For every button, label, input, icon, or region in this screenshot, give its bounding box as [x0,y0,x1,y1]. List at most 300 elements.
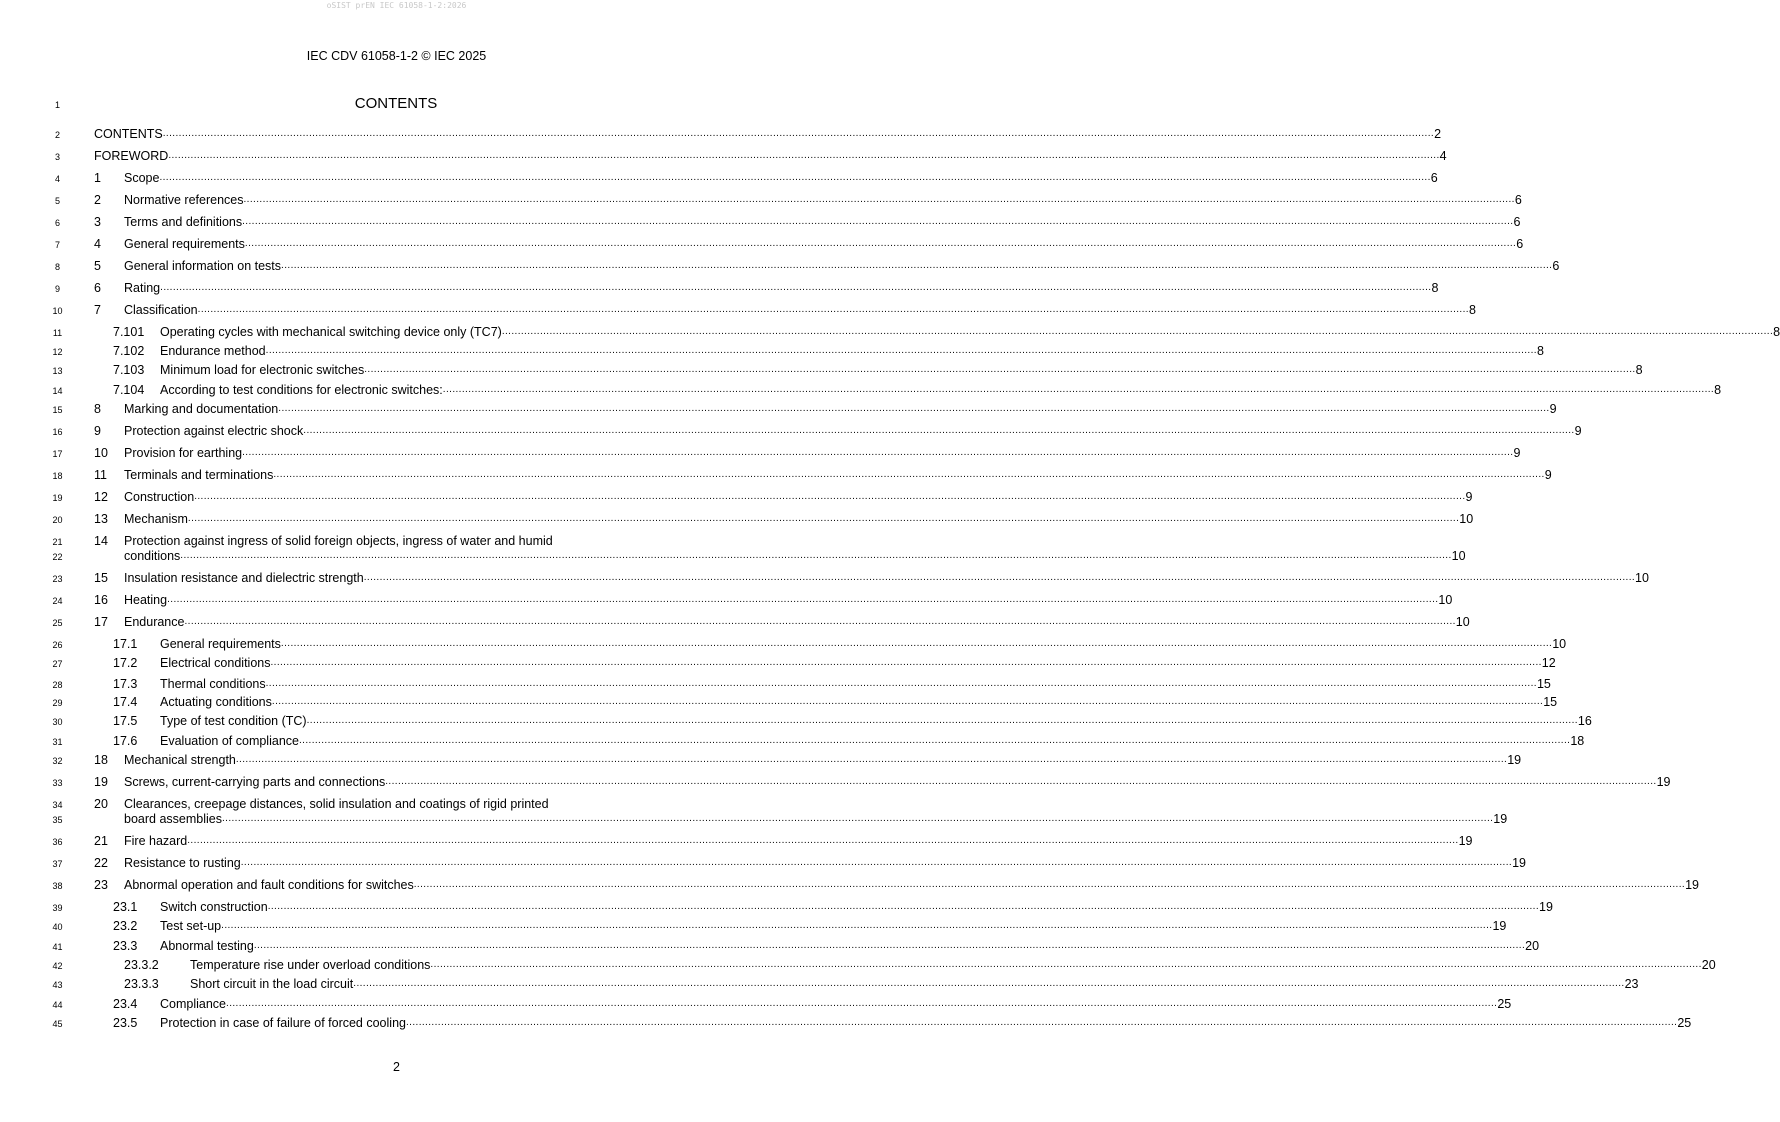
toc-entry-number: 23 [94,878,108,892]
dot-leader: ................................................................................................................................................................................................................................................................................................................................................................................................................ [267,901,1540,912]
toc-entry-page: 19 [1656,775,1671,789]
toc-entry-title-text: Rating [124,281,161,295]
dot-leader: ................................................................................................................................................................................................................................................................................................................................................................................................................ [270,657,1542,668]
toc-entry-title-text: Fire hazard [124,834,188,848]
toc-entry[interactable] [0,796,1508,828]
line-number: 36 [52,837,63,847]
line-number: 32 [52,756,63,766]
toc-entry-title [124,511,1474,527]
toc-entry-page: 6 [1516,237,1524,251]
dot-leader: ................................................................................................................................................................................................................................................................................................................................................................................................................ [303,425,1575,436]
toc-entry-number: 10 [94,446,108,460]
toc-entry-page: 6 [1513,215,1521,229]
toc-entry-title-text: According to test conditions for electronic switches: [160,383,443,397]
toc-entry[interactable] [0,996,1512,1012]
page-number: 2 [393,1060,400,1074]
toc-entry-page: 19 [1493,812,1508,826]
toc-entry-number: 6 [94,281,101,295]
toc-entry-number: 21 [94,834,108,848]
line-number: 4 [54,174,60,184]
toc-entry[interactable] [0,938,1540,954]
toc-entry-title [124,401,1557,417]
toc-entry-title [124,489,1473,505]
toc-entry-page: 6 [1514,193,1522,207]
dot-leader: ................................................................................................................................................................................................................................................................................................................................................................................................................ [226,998,1498,1009]
line-number: 40 [52,922,63,932]
toc-entry-page: 25 [1497,997,1512,1011]
toc-entry-number: 7.102 [113,344,145,358]
toc-entry-title [160,324,1780,340]
toc-entry-title [160,362,1643,378]
toc-entry-number: 7.103 [113,363,145,377]
toc-entry-number: 15 [94,571,108,585]
line-number: 25 [52,618,63,628]
dot-leader: ................................................................................................................................................................................................................................................................................................................................................................................................................ [180,550,1452,561]
toc-entry-title-text: Test set-up [160,919,222,933]
toc-entry-title [124,877,1699,893]
line-number: 1 [54,100,60,110]
toc-entry-title-text: Resistance to rusting [124,856,241,870]
toc-entry-title [124,752,1522,768]
dot-leader: ................................................................................................................................................................................................................................................................................................................................................................................................................ [298,735,1571,746]
toc-entry-title [160,733,1585,749]
toc-entry[interactable] [0,733,1585,749]
toc-entry-title-text: Minimum load for electronic switches [160,363,365,377]
toc-entry-title [124,592,1453,608]
line-number: 33 [52,778,63,788]
dot-leader: ................................................................................................................................................................................................................................................................................................................................................................................................................ [168,150,1440,161]
toc-entry-title-text: Endurance method [160,344,266,358]
dot-leader: ................................................................................................................................................................................................................................................................................................................................................................................................................ [187,835,1459,846]
toc-entry-title-text: Endurance [124,615,185,629]
toc-entry-title [124,811,1508,827]
toc-entry-title [160,676,1551,692]
toc-entry[interactable] [0,713,1592,729]
line-number: 21 [52,537,63,547]
toc-entry-title-text: Compliance [160,997,227,1011]
toc-entry[interactable] [0,382,1722,398]
toc-entry-number: 1 [94,171,101,185]
line-number: 8 [54,262,60,272]
toc-entry-page: 20 [1701,958,1716,972]
toc-entry-title-text: Short circuit in the load circuit [190,977,354,991]
toc-entry-page: 8 [1468,303,1476,317]
line-number: 5 [54,196,60,206]
dot-leader: ................................................................................................................................................................................................................................................................................................................................................................................................................ [244,238,1517,249]
toc-entry-title [94,126,1442,142]
toc-entry[interactable] [0,126,1442,142]
toc-entry-page: 19 [1512,856,1526,870]
toc-entry[interactable] [0,655,1556,671]
toc-entry-title-text: Heating [124,593,168,607]
toc-entry-title [94,148,1447,164]
toc-entry[interactable] [0,192,1522,208]
dot-leader: ................................................................................................................................................................................................................................................................................................................................................................................................................ [413,879,1686,890]
toc-entry-page: 15 [1536,677,1551,691]
line-number: 37 [52,859,63,869]
toc-entry-number: 23.3.2 [124,958,159,972]
toc-entry-title-text: Insulation resistance and dielectric strength [124,571,364,585]
line-number: 15 [52,405,63,415]
toc-entry[interactable] [0,899,1553,915]
dot-leader: ................................................................................................................................................................................................................................................................................................................................................................................................................ [271,696,1544,707]
toc-entry-title-text: Type of test condition (TC) [160,714,307,728]
toc-entry[interactable] [0,511,1474,527]
toc-entry[interactable] [0,148,1447,164]
toc-entry-page: 19 [1539,900,1553,914]
toc-entry[interactable] [0,976,1639,992]
toc-entry-number: 23.1 [113,900,138,914]
toc-entry-page: 10 [1635,571,1649,585]
toc-entry[interactable] [0,280,1439,296]
toc-entry-number: 23.3.3 [124,977,159,991]
toc-entry-title [124,258,1560,274]
toc-entry-number: 4 [94,237,101,251]
toc-entry-page: 19 [1492,919,1507,933]
toc-entry-number: 7.101 [113,325,145,339]
toc-entry-title-text: Protection in case of failure of forced cooling [160,1016,406,1030]
dot-leader: ................................................................................................................................................................................................................................................................................................................................................................................................................ [242,216,1514,227]
dot-leader: ................................................................................................................................................................................................................................................................................................................................................................................................................ [253,940,1526,951]
line-number: 10 [52,306,63,316]
toc-entry-title-text: General requirements [160,637,281,651]
toc-entry-number: 7 [94,303,101,317]
line-number: 34 [52,800,63,810]
toc-entry-number: 13 [94,512,108,526]
toc-entry-title-text: FOREWORD [94,149,169,163]
toc-entry-number: 18 [94,753,108,767]
toc-entry-title [160,713,1592,729]
toc-entry[interactable] [0,302,1476,318]
toc-entry[interactable] [0,592,1453,608]
toc-entry-title-text: board assemblies [124,812,222,826]
toc-entry-title-text: Terminals and terminations [124,468,274,482]
toc-entry-title [124,774,1671,790]
toc-entry-page: 6 [1430,171,1438,185]
toc-entry-number: 2 [94,193,101,207]
toc-entry-title [124,280,1439,296]
toc-entry-title-text: Mechanism [124,512,188,526]
toc-entry[interactable] [0,489,1473,505]
line-number: 27 [52,659,63,669]
toc-entry-title [124,445,1521,461]
toc-entry-page: 23 [1624,977,1639,991]
toc-entry-page: 12 [1541,656,1556,670]
toc-entry-number: 17.1 [113,637,138,651]
toc-entry-title [124,192,1522,208]
dot-leader: ................................................................................................................................................................................................................................................................................................................................................................................................................ [278,403,1550,414]
dot-leader: ................................................................................................................................................................................................................................................................................................................................................................................................................ [405,1017,1678,1028]
toc-entry-title [124,833,1473,849]
dot-leader: ................................................................................................................................................................................................................................................................................................................................................................................................................ [221,813,1494,824]
toc-entry-number: 3 [94,215,101,229]
toc-entry[interactable] [0,1015,1692,1031]
dot-leader: ................................................................................................................................................................................................................................................................................................................................................................................................................ [353,978,1625,989]
toc-entry-title-text: Provision for earthing [124,446,243,460]
toc-entry-page: 8 [1536,344,1544,358]
dot-leader: ................................................................................................................................................................................................................................................................................................................................................................................................................ [184,616,1456,627]
toc-entry[interactable] [0,957,1716,973]
line-number: 7 [54,240,60,250]
toc-entry-title-text: CONTENTS [94,127,163,141]
line-number: 12 [52,347,63,357]
toc-entry-title-text: General requirements [124,237,245,251]
toc-entry[interactable] [0,467,1552,483]
toc-entry-title-text: Screws, current-carrying parts and connections [124,775,386,789]
line-number: 42 [52,961,63,971]
toc-entry-page: 6 [1552,259,1560,273]
toc-entry-number: 8 [94,402,101,416]
dot-leader: ................................................................................................................................................................................................................................................................................................................................................................................................................ [160,282,1432,293]
toc-entry-page: 9 [1574,424,1582,438]
toc-entry-title [160,899,1553,915]
line-number: 44 [52,1000,63,1010]
line-number: 22 [52,552,63,562]
toc-entry-number: 17.6 [113,734,138,748]
dot-leader: ................................................................................................................................................................................................................................................................................................................................................................................................................ [280,638,1553,649]
watermark: oSIST prEN IEC 61058-1-2:2026 [326,1,467,10]
toc-entry-page: 9 [1549,402,1557,416]
toc-entry[interactable] [0,676,1551,692]
toc-entry-number: 9 [94,424,101,438]
toc-entry-number: 7.104 [113,383,145,397]
toc-entry-page: 8 [1714,383,1722,397]
toc-entry-page: 4 [1439,149,1447,163]
toc-entry-title [190,957,1716,973]
toc-entry-number: 17.2 [113,656,138,670]
toc-entry-title-text: Actuating conditions [160,695,272,709]
toc-entry-title [124,423,1582,439]
toc-entry-page: 10 [1451,549,1466,563]
page-title: CONTENTS [354,95,438,112]
toc-entry-number: 17.3 [113,677,138,691]
dot-leader: ................................................................................................................................................................................................................................................................................................................................................................................................................ [197,304,1469,315]
dot-leader: ................................................................................................................................................................................................................................................................................................................................................................................................................ [442,384,1715,395]
toc-entry[interactable] [0,362,1643,378]
toc-entry[interactable] [0,774,1671,790]
toc-entry-title [160,938,1540,954]
toc-entry-number: 11 [94,468,107,482]
toc-entry[interactable] [0,694,1558,710]
line-number: 17 [52,449,63,459]
toc-entry-title [160,382,1722,398]
toc-entry-title-line1: Clearances, creepage distances, solid insulation and coatings of rigid printed [124,797,549,811]
line-number: 9 [54,284,60,294]
toc-entry-page: 2 [1434,127,1442,141]
toc-entry-page: 19 [1685,878,1699,892]
line-number: 38 [52,881,63,891]
dot-leader: ................................................................................................................................................................................................................................................................................................................................................................................................................ [162,128,1435,139]
toc-entry[interactable] [0,833,1473,849]
toc-entry-title-text: Scope [124,171,160,185]
toc-entry-page: 10 [1455,615,1470,629]
toc-entry-title [160,1015,1692,1031]
toc-entry-title [124,467,1552,483]
dot-leader: ................................................................................................................................................................................................................................................................................................................................................................................................................ [221,920,1493,931]
toc-entry[interactable] [0,423,1582,439]
toc-entry[interactable] [0,752,1522,768]
toc-entry-title-text: Abnormal operation and fault conditions for switches [124,878,414,892]
dot-leader: ................................................................................................................................................................................................................................................................................................................................................................................................................ [306,715,1578,726]
dot-leader: ................................................................................................................................................................................................................................................................................................................................................................................................................ [159,172,1431,183]
toc-entry[interactable] [0,214,1521,230]
line-number: 18 [52,471,63,481]
toc-entry[interactable] [0,533,1466,565]
dot-leader: ................................................................................................................................................................................................................................................................................................................................................................................................................ [240,857,1513,868]
toc-entry[interactable] [0,343,1544,359]
toc-entry[interactable] [0,918,1507,934]
dot-leader: ................................................................................................................................................................................................................................................................................................................................................................................................................ [363,572,1636,583]
toc-entry-title-text: Abnormal testing [160,939,254,953]
toc-entry-title-text: Protection against electric shock [124,424,304,438]
page-header: IEC CDV 61058-1-2 © IEC 2025 [306,49,487,63]
toc-entry-title [124,302,1476,318]
toc-entry-page: 8 [1635,363,1643,377]
toc-entry[interactable] [0,855,1526,871]
toc-entry-page: 25 [1677,1016,1692,1030]
line-number: 29 [52,698,63,708]
toc-entry-title-text: Operating cycles with mechanical switching device only (TC7) [160,325,502,339]
toc-entry-number: 23.3 [113,939,138,953]
line-number: 24 [52,596,63,606]
line-number: 35 [52,815,63,825]
toc-entry-title-text: conditions [124,549,181,563]
toc-entry-page: 9 [1544,468,1552,482]
dot-leader: ................................................................................................................................................................................................................................................................................................................................................................................................................ [235,754,1508,765]
line-number: 3 [54,152,60,162]
toc-entry-page: 19 [1507,753,1522,767]
dot-leader: ................................................................................................................................................................................................................................................................................................................................................................................................................ [265,345,1537,356]
dot-leader: ................................................................................................................................................................................................................................................................................................................................................................................................................ [430,959,1702,970]
toc-entry-page: 8 [1773,325,1780,339]
toc-entry-page: 15 [1543,695,1558,709]
toc-entry-page: 10 [1438,593,1453,607]
dot-leader: ................................................................................................................................................................................................................................................................................................................................................................................................................ [501,326,1774,337]
toc-entry-number: 12 [94,490,108,504]
toc-entry[interactable] [0,570,1649,586]
line-number: 30 [52,717,63,727]
line-number: 16 [52,427,63,437]
toc-entry-title-line1: Protection against ingress of solid foreign objects, ingress of water and humid [124,534,553,548]
dot-leader: ................................................................................................................................................................................................................................................................................................................................................................................................................ [194,491,1466,502]
line-number: 26 [52,640,63,650]
dot-leader: ................................................................................................................................................................................................................................................................................................................................................................................................................ [242,447,1514,458]
toc-entry-title [190,976,1639,992]
line-number: 20 [52,515,63,525]
toc-entry[interactable] [0,614,1470,630]
toc-entry-title-text: General information on tests [124,259,282,273]
toc-entry-title [160,636,1567,652]
toc-entry-title [124,614,1470,630]
toc-entry-title-text: Electrical conditions [160,656,271,670]
toc-entry-page: 8 [1431,281,1439,295]
toc-entry-page: 19 [1458,834,1473,848]
dot-leader: ................................................................................................................................................................................................................................................................................................................................................................................................................ [243,194,1515,205]
dot-leader: ................................................................................................................................................................................................................................................................................................................................................................................................................ [385,776,1657,787]
line-number: 19 [52,493,63,503]
toc-entry-number: 23.5 [113,1016,138,1030]
toc-entry-number: 19 [94,775,108,789]
toc-entry[interactable] [0,877,1699,893]
toc-entry[interactable] [0,636,1567,652]
toc-entry[interactable] [0,445,1521,461]
toc-entry[interactable] [0,236,1524,252]
toc-entry-page: 9 [1513,446,1521,460]
toc-entry-number: 23.4 [113,997,138,1011]
dot-leader: ................................................................................................................................................................................................................................................................................................................................................................................................................ [167,594,1439,605]
line-number: 6 [54,218,60,228]
toc-entry-title-text: Evaluation of compliance [160,734,299,748]
toc-entry-title [160,918,1507,934]
line-number: 23 [52,574,63,584]
dot-leader: ................................................................................................................................................................................................................................................................................................................................................................................................................ [265,678,1537,689]
line-number: 14 [52,386,63,396]
toc-entry-number: 14 [94,534,108,548]
dot-leader: ................................................................................................................................................................................................................................................................................................................................................................................................................ [281,260,1553,271]
toc-entry-page: 10 [1459,512,1474,526]
toc-entry-page: 10 [1552,637,1567,651]
toc-entry-title [160,655,1556,671]
toc-entry-title-text: Terms and definitions [124,215,243,229]
toc-entry-title [124,548,1466,564]
toc-entry-number: 17 [94,615,108,629]
toc-entry-title [160,694,1558,710]
toc-entry-page: 20 [1525,939,1540,953]
toc-entry-number: 20 [94,797,108,811]
toc-entry-title [124,570,1649,586]
toc-entry-number: 17.4 [113,695,138,709]
toc-entry-number: 22 [94,856,108,870]
toc-entry-title-text: Classification [124,303,198,317]
line-number: 31 [52,737,63,747]
toc-entry-title-text: Normative references [124,193,244,207]
toc-entry-title-text: Temperature rise under overload conditions [190,958,431,972]
toc-entry-page: 16 [1577,714,1592,728]
toc-entry-title-text: Switch construction [160,900,268,914]
toc-entry-title [124,170,1438,186]
toc-entry-title-text: Marking and documentation [124,402,279,416]
toc-entry-title [124,236,1524,252]
toc-entry[interactable] [0,170,1438,186]
toc-entry-title-text: Thermal conditions [160,677,266,691]
toc-entry-title [124,214,1521,230]
toc-entry-number: 23.2 [113,919,138,933]
dot-leader: ................................................................................................................................................................................................................................................................................................................................................................................................................ [364,364,1636,375]
line-number: 28 [52,680,63,690]
toc-entry-title-text: Mechanical strength [124,753,236,767]
toc-entry-page: 9 [1465,490,1473,504]
toc-entry-number: 5 [94,259,101,273]
toc-entry-number: 17.5 [113,714,138,728]
toc-entry-page: 18 [1570,734,1585,748]
toc-entry[interactable] [0,401,1557,417]
line-number: 39 [52,903,63,913]
toc-entry-title [160,996,1512,1012]
toc-entry-title-text: Construction [124,490,195,504]
line-number: 41 [52,942,63,952]
line-number: 2 [54,130,60,140]
dot-leader: ................................................................................................................................................................................................................................................................................................................................................................................................................ [187,513,1460,524]
toc-entry[interactable] [0,324,1780,340]
toc-entry[interactable] [0,258,1560,274]
line-number: 13 [52,366,63,376]
toc-entry-number: 16 [94,593,108,607]
line-number: 11 [52,328,63,338]
line-number: 45 [52,1019,63,1029]
line-number: 43 [52,980,63,990]
toc-entry-title [124,855,1526,871]
toc-entry-title [160,343,1544,359]
